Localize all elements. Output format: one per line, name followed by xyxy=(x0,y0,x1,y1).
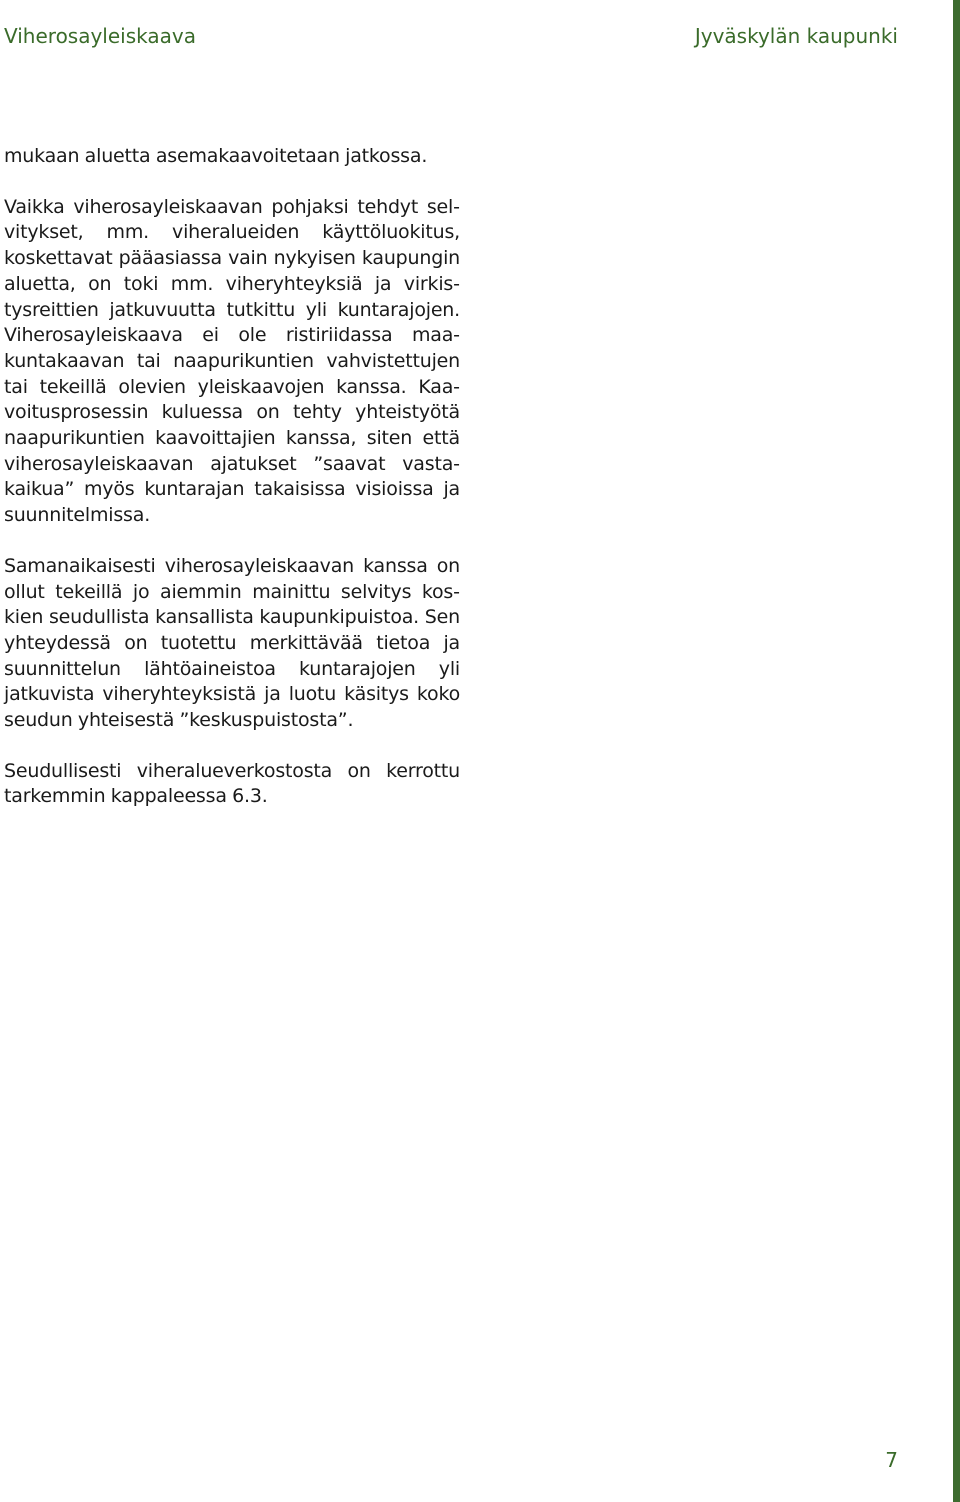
decorative-side-bar xyxy=(953,0,960,1502)
paragraph-2: Vaikka viherosayleiskaavan pohjaksi tehdyt selvitykset, mm. viheralueiden käyttöluokitus, koskettavat pääasiassa vain nykyisen kaupungin aluetta, on toki mm. viheryhteyksiä ja virkistysreittien jatkuvuutta tutkittu yli kuntarajojen. Viherosayleiskaava ei ole ristiriidassa maakuntakaavan tai naapurikuntien vahvistettujen tai tekeillä olevien yleiskaavojen kanssa. Kaavoitusprosessin kuluessa on tehty yhteistyötä naapurikuntien kaavoittajien kanssa, siten että viherosayleiskaavan ajatukset ”saavat vastakaikua” myös kuntarajan takaisissa visioissa ja suunnitelmissa. xyxy=(4,195,460,527)
page-number: 7 xyxy=(885,1448,898,1472)
body-text xyxy=(4,144,460,835)
paragraph-3: Samanaikaisesti viherosayleiskaavan kanssa on ollut tekeillä jo aiemmin mainittu selvitys koskien seudullista kansallista kaupunkipuistoa. Sen yhteydessä on tuotettu merkittävää tietoa ja suunnittelun lähtöaineistoa kuntarajojen yli jatkuvista viheryhteyksistä ja luotu käsitys koko seudun yhteisestä ”keskuspuistosta”. xyxy=(4,554,460,732)
publisher-name: Jyväskylän kaupunki xyxy=(694,24,898,48)
document-title: Viherosayleiskaava xyxy=(4,24,196,48)
paragraph-1: mukaan aluetta asemakaavoitetaan jatkossa. xyxy=(4,145,428,167)
paragraph-4: Seudullisesti viheralueverkostosta on kerrottu tarkemmin kappaleessa 6.3. xyxy=(4,759,460,808)
